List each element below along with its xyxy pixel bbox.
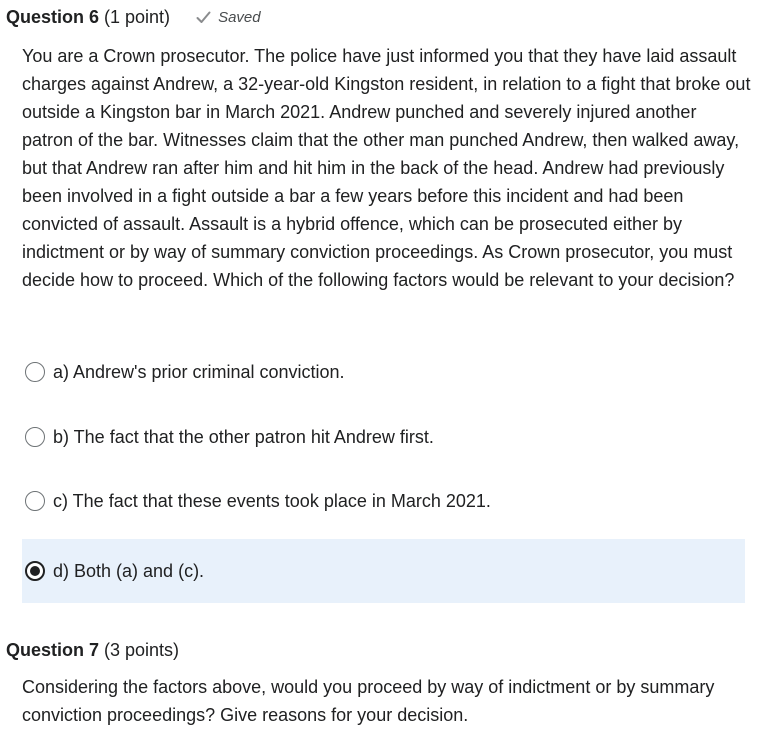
choice-b[interactable] bbox=[22, 405, 745, 469]
question-7-prompt: Considering the factors above, would you proceed by way of indictment or by summary conviction proceedings? Give reasons for your decision. bbox=[22, 677, 715, 725]
question-6-prompt: You are a Crown prosecutor. The police have just informed you that they have laid assault charges against Andrew, a 32-year-old Kingston resident, in relation to a fight that broke out outside a Kingston bar in March 2021. Andrew punched and severely injured another patron of the bar. Witnesses claim that the other man punched Andrew, then walked away, but that Andrew ran after him and hit him in the back of the head. Andrew had previously been involved in a fight outside a bar a few years before this incident and had been convicted of assault. Assault is a hybrid offence, which can be prosecuted either by indictment or by way of summary conviction proceedings. As Crown prosecutor, you must decide how to proceed. Which of the following factors would be relevant to your decision? bbox=[22, 46, 751, 290]
choice-label: c) The fact that these events took place in March 2021. bbox=[53, 490, 491, 511]
choice-c[interactable] bbox=[22, 469, 745, 533]
radio-button[interactable] bbox=[25, 427, 45, 447]
saved-label: Saved bbox=[218, 8, 261, 26]
choice-label: d) Both (a) and (c). bbox=[53, 560, 205, 581]
radio-button[interactable] bbox=[25, 491, 45, 511]
saved-status bbox=[196, 9, 261, 26]
question-6-points: (1 point) bbox=[104, 6, 171, 27]
radio-dot-icon bbox=[30, 566, 40, 576]
choice-a[interactable] bbox=[22, 340, 745, 404]
question-6-title: Question 6 bbox=[6, 6, 100, 27]
radio-button-checked[interactable] bbox=[25, 561, 45, 581]
checkmark-icon bbox=[196, 11, 211, 24]
question-7-header bbox=[6, 637, 179, 663]
choice-d[interactable] bbox=[22, 539, 745, 603]
choice-label: b) The fact that the other patron hit Andrew first. bbox=[53, 426, 434, 447]
question-7-title: Question 7 bbox=[6, 639, 100, 660]
radio-button[interactable] bbox=[25, 362, 45, 382]
choice-label: a) Andrew's prior criminal conviction. bbox=[53, 361, 345, 382]
question-6-header bbox=[6, 4, 261, 30]
question-7-points: (3 points) bbox=[104, 639, 180, 660]
